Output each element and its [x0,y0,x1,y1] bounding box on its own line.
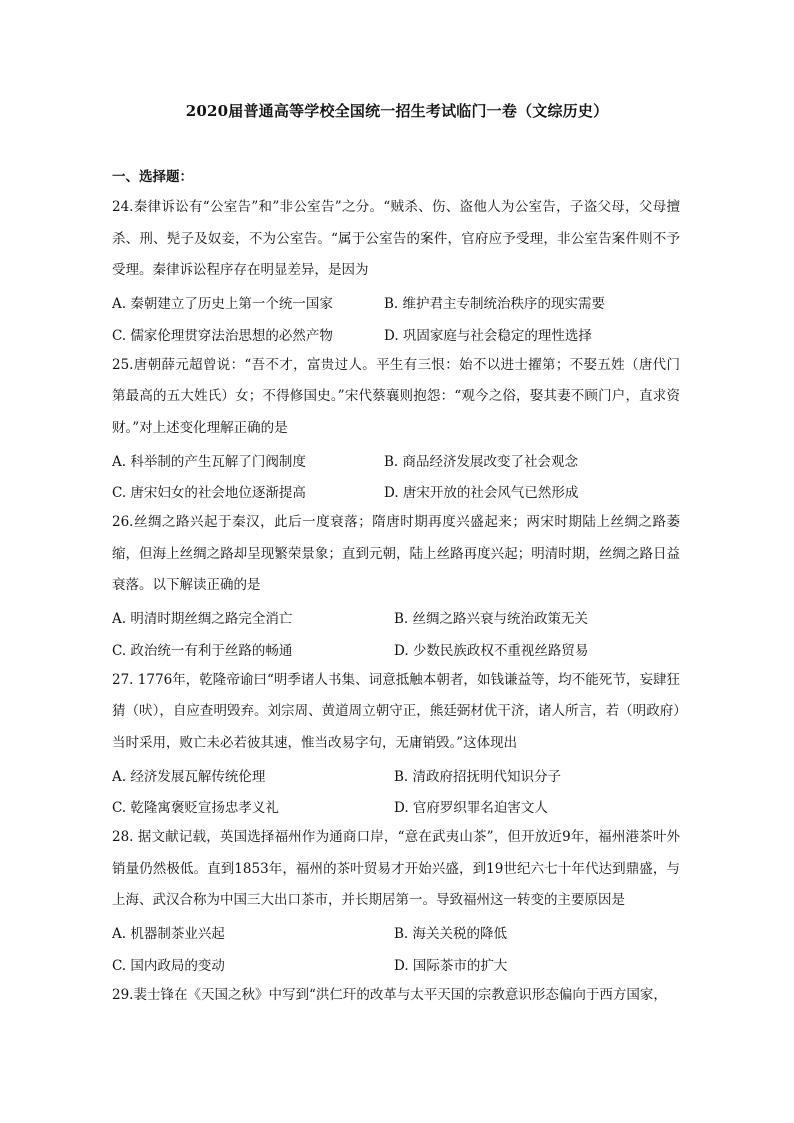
question-26 [112,507,680,665]
option-a: A. 明清时期丝绸之路完全消亡 [112,611,293,628]
option-a: A. 机器制茶业兴起 [112,926,225,943]
question-stem: 28. 据文献记载，英国选择福州作为通商口岸，“意在武夷山茶”，但开放近9年，福州港茶叶外销量仍然极低。直到1853年，福州的茶叶贸易才开始兴盛，到19世纪六七十年代达到鼎盛，与上海、武汉合称为中国三大出口茶市，并长期居第一。导致福州这一转变的主要原因是 [112,829,680,908]
option-b: B. 清政府招抚明代知识分子 [394,768,562,785]
option-b: B. 商品经济发展改变了社会观念 [384,453,579,470]
question-27 [112,665,680,823]
question-stem: 24.秦律诉讼有“公室告”和”非公室告”之分。“贼杀、伤、盗他人为公室告，子盗父母，父母擅杀、刑、髡子及奴妾，不为公室告。“属于公室告的案件，官府应予受理，非公室告案件则不予受理。秦律诉讼程序存在明显差异，是因为 [112,199,680,278]
option-row [112,759,680,791]
option-c: C. 儒家伦理贯穿法治思想的必然产物 [112,327,333,344]
option-a: A. 经济发展瓦解传统伦理 [112,768,266,785]
option-row [112,791,680,823]
option-c: C. 国内政局的变动 [112,957,225,974]
option-b: B. 丝绸之路兴衰与统治政策无关 [394,611,589,628]
option-row [112,917,680,949]
question-28 [112,822,680,980]
question-29 [112,980,680,1012]
question-25 [112,350,680,508]
option-row [112,444,680,476]
option-d: D. 少数民族政权不重视丝路贸易 [394,642,589,659]
option-d: D. 唐宋开放的社会风气已然形成 [384,485,579,502]
option-d: D. 官府罗织罪名迫害文人 [394,800,548,817]
option-row [112,476,680,508]
option-c: C. 政治统一有利于丝路的畅通 [112,642,293,659]
option-row [112,602,680,634]
question-stem: 25.唐朝薛元超曾说：“吾不才，富贵过人。平生有三恨：始不以进士擢第；不娶五姓（唐代门第最高的五大姓氏）女；不得修国史。”宋代蔡襄则抱怨：“观今之俗，娶其妻不顾门户，直求资财。”对上述变化理解正确的是 [112,356,680,436]
option-a: A. 秦朝建立了历史上第一个统一国家 [112,296,333,313]
option-c: C. 乾隆寓褒贬宣扬忠孝义礼 [112,800,279,817]
option-c: C. 唐宋妇女的社会地位逐渐提高 [112,485,306,502]
option-d: D. 巩固家庭与社会稳定的理性选择 [384,327,592,344]
question-stem: 27. 1776年，乾隆帝谕曰“明季诸人书集、词意抵触本朝者，如钱谦益等，均不能死节，妄肆狂猜（吠），自应查明毁弃。刘宗周、黄道周立朝守正，熊廷弼材优干济，诸人所言，若（明政府）当时采用，败亡未必若彼其速，惟当改易字句，无庸销毁。”这体现出 [112,671,680,751]
option-d: D. 国际茶市的扩大 [394,957,508,974]
option-row [112,633,680,665]
question-24 [112,192,680,350]
option-b: B. 海关关税的降低 [394,926,508,943]
option-row [112,948,680,980]
section-heading: 一、选择题： [112,169,193,185]
question-stem: 29.裴士锋在《天国之秋》中写到“洪仁玕的改革与太平天国的宗教意识形态偏向于西方国家， [112,986,667,1003]
option-row [112,318,680,350]
question-list [112,192,680,1011]
option-b: B. 维护君主专制统治秩序的现实需要 [384,296,606,313]
option-a: A. 科举制的产生瓦解了门阀制度 [112,453,306,470]
question-stem: 26.丝绸之路兴起于秦汉，此后一度衰落；隋唐时期再度兴盛起来；两宋时期陆上丝绸之路萎缩，但海上丝绸之路却呈现繁荣景象；直到元朝，陆上丝路再度兴起；明清时期，丝绸之路日益衰落。以下解读正确的是 [112,514,680,593]
option-row [112,287,680,319]
exam-title: 2020届普通高等学校全国统一招生考试临门一卷（文综历史） [185,102,609,120]
